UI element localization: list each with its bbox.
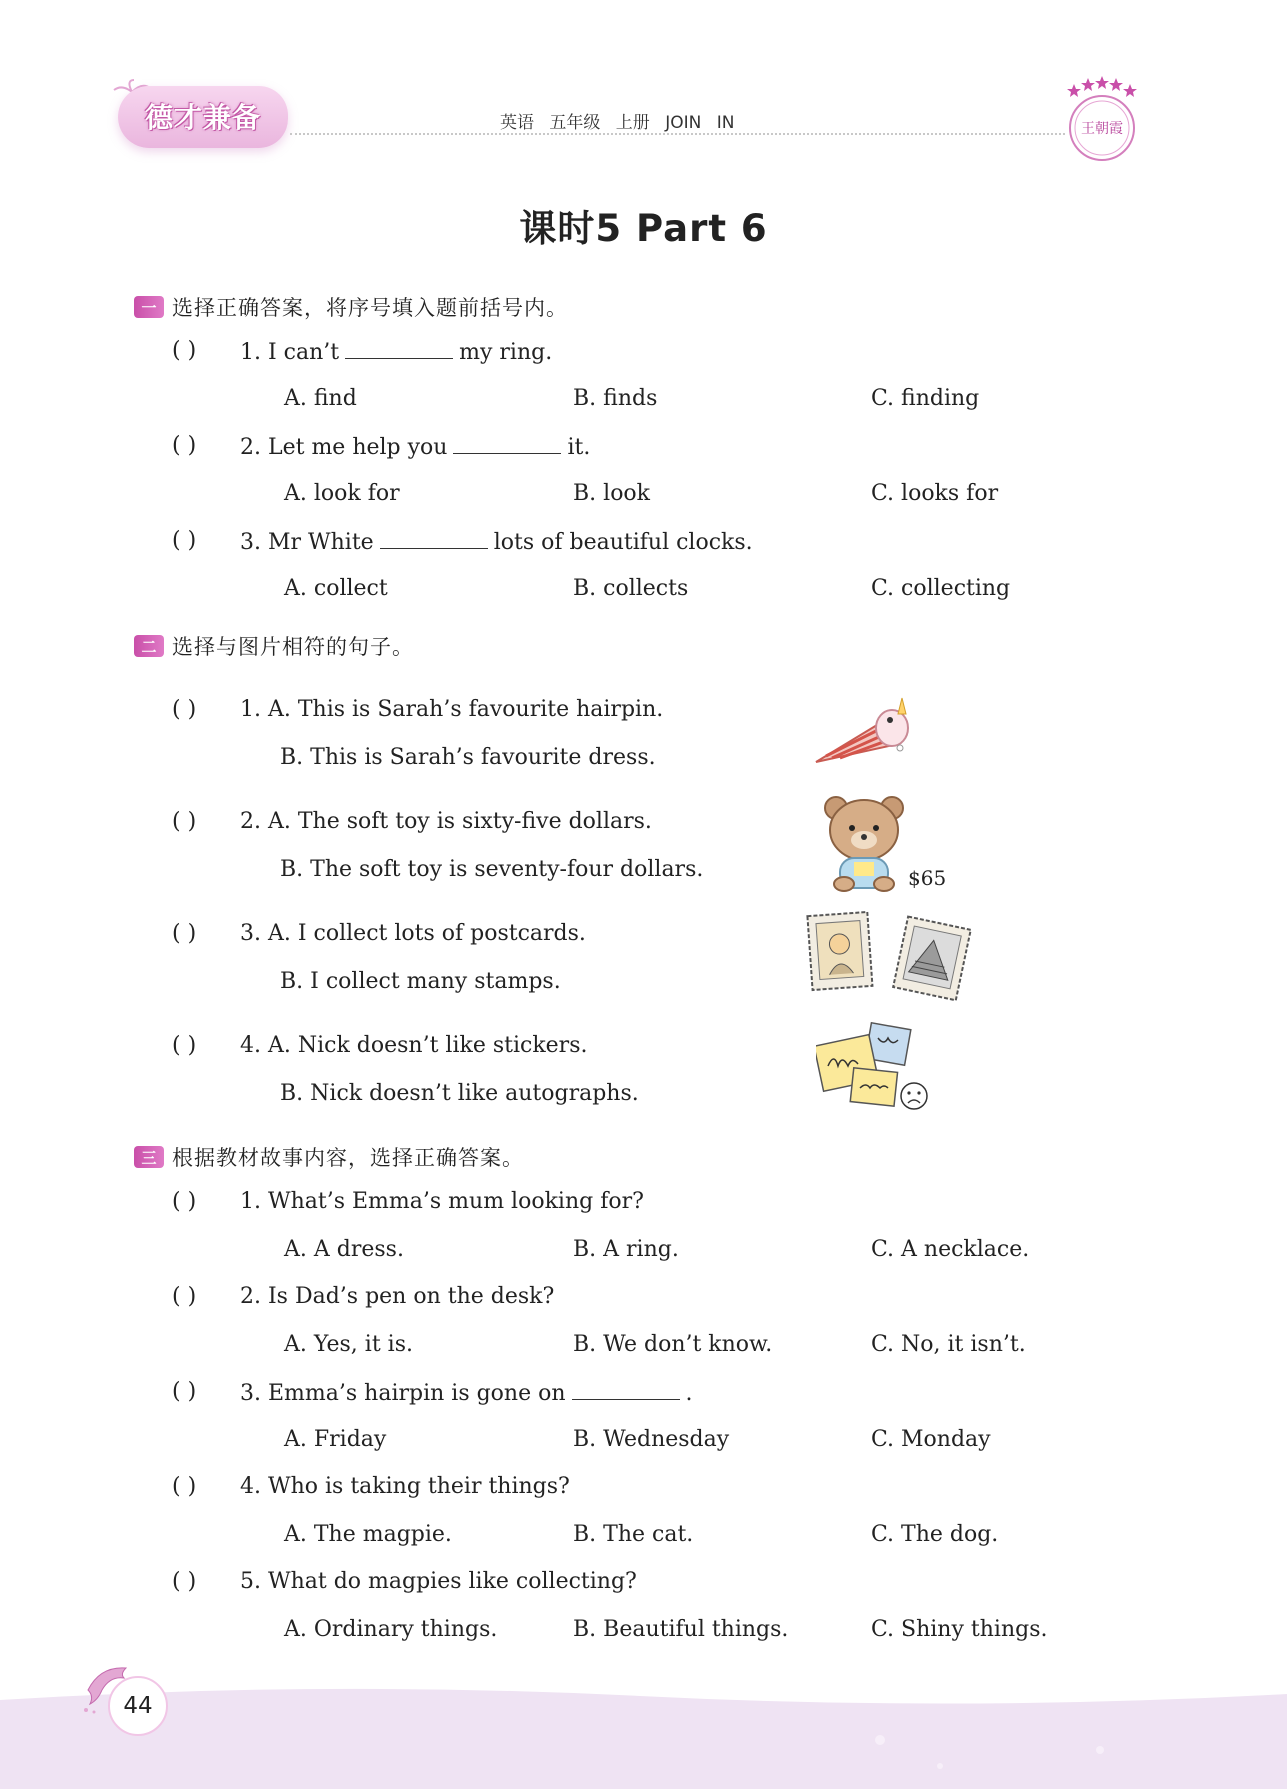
option-b: B. Wednesday: [573, 1427, 730, 1452]
answer-paren[interactable]: ( ): [172, 1284, 197, 1309]
question-text: [240, 1379, 693, 1406]
answer-paren[interactable]: ( ): [172, 1033, 197, 1058]
seal-text: 王朝霞: [1081, 121, 1123, 137]
footer-band: [0, 1680, 1287, 1789]
fill-blank[interactable]: [345, 338, 453, 359]
price-label: $65: [908, 866, 947, 890]
option-b: B. Beautiful things.: [573, 1617, 789, 1642]
question-tail: my ring.: [459, 340, 553, 365]
option-a-sentence: 4. A. Nick doesn’t like stickers.: [240, 1033, 588, 1058]
page-number: 44: [108, 1676, 168, 1736]
publisher-seal-icon: [1060, 76, 1144, 166]
option-c: C. collecting: [871, 576, 1011, 601]
answer-paren[interactable]: ( ): [172, 433, 197, 458]
page-title: 课时5 Part 6: [519, 207, 768, 250]
page-header: [0, 0, 1287, 160]
option-b-sentence: B. Nick doesn’t like autographs.: [280, 1081, 639, 1106]
answer-paren[interactable]: ( ): [172, 1379, 197, 1404]
answer-paren[interactable]: ( ): [172, 1189, 197, 1214]
fill-blank[interactable]: [380, 528, 488, 549]
option-c: C. finding: [871, 386, 980, 411]
section-3-badge: 三: [134, 1146, 164, 1168]
option-c: C. looks for: [871, 481, 999, 506]
question-text: 2. Is Dad’s pen on the desk?: [240, 1284, 555, 1309]
section-2-instruction: 选择与图片相符的句子。: [172, 635, 414, 659]
option-b-sentence: B. This is Sarah’s favourite dress.: [280, 745, 656, 770]
question-stem: 1. I can’t: [240, 340, 340, 365]
option-b: B. The cat.: [573, 1522, 694, 1547]
answer-paren[interactable]: ( ): [172, 1569, 197, 1594]
option-b: B. look: [573, 481, 651, 506]
option-b-sentence: B. The soft toy is seventy-four dollars.: [280, 857, 704, 882]
question-text: 4. Who is taking their things?: [240, 1474, 570, 1499]
option-c: C. Monday: [871, 1427, 991, 1452]
option-a: A. collect: [284, 576, 388, 601]
option-a: A. Friday: [284, 1427, 387, 1452]
autographs-picture: [816, 1022, 928, 1114]
answer-paren[interactable]: ( ): [172, 697, 197, 722]
option-a-sentence: 2. A. The soft toy is sixty-five dollars.: [240, 809, 652, 834]
option-a-sentence: 1. A. This is Sarah’s favourite hairpin.: [240, 697, 664, 722]
section-2-badge: 二: [134, 635, 164, 657]
question-text: [240, 528, 753, 555]
question-tail: lots of beautiful clocks.: [493, 530, 753, 555]
option-a: A. The magpie.: [284, 1522, 452, 1547]
brand-logo: [118, 86, 288, 148]
answer-paren[interactable]: ( ): [172, 338, 197, 363]
option-a: A. Ordinary things.: [284, 1617, 498, 1642]
question-text: 5. What do magpies like collecting?: [240, 1569, 637, 1594]
option-a-sentence: 3. A. I collect lots of postcards.: [240, 921, 586, 946]
option-c: C. A necklace.: [871, 1237, 1030, 1262]
option-b: B. collects: [573, 576, 689, 601]
question-tail: .: [685, 1381, 693, 1406]
section-1-badge: 一: [134, 296, 164, 318]
header-divider: [290, 133, 1065, 135]
answer-paren[interactable]: ( ): [172, 809, 197, 834]
answer-paren[interactable]: ( ): [172, 1474, 197, 1499]
teddy-bear-picture: [818, 792, 914, 892]
question-stem: 3. Mr White: [240, 530, 374, 555]
sad-face-icon: [901, 1083, 927, 1109]
book-info: 英语 五年级 上册 JOIN IN: [500, 113, 735, 133]
section-1-instruction: 选择正确答案，将序号填入题前括号内。: [172, 296, 568, 320]
option-a: A. look for: [284, 481, 400, 506]
question-text: [240, 338, 552, 365]
option-b: B. A ring.: [573, 1237, 679, 1262]
section-3-instruction: 根据教材故事内容，选择正确答案。: [172, 1146, 524, 1170]
question-stem: 2. Let me help you: [240, 435, 448, 460]
brand-text: 德才兼备: [144, 101, 261, 134]
question-text: 1. What’s Emma’s mum looking for?: [240, 1189, 644, 1214]
fill-blank[interactable]: [453, 433, 561, 454]
option-c: C. Shiny things.: [871, 1617, 1048, 1642]
section-2-heading: [134, 631, 414, 661]
question-tail: it.: [567, 435, 591, 460]
option-c: C. The dog.: [871, 1522, 999, 1547]
hairpin-picture: [812, 692, 916, 772]
option-a: A. A dress.: [284, 1237, 404, 1262]
fill-blank[interactable]: [572, 1379, 680, 1400]
question-text: [240, 433, 590, 460]
answer-paren[interactable]: ( ): [172, 528, 197, 553]
option-a: A. Yes, it is.: [284, 1332, 413, 1357]
option-a: A. find: [284, 386, 357, 411]
option-b: B. We don’t know.: [573, 1332, 773, 1357]
option-c: C. No, it isn’t.: [871, 1332, 1026, 1357]
option-b-sentence: B. I collect many stamps.: [280, 969, 561, 994]
stamps-picture: [806, 910, 972, 1002]
question-stem: 3. Emma’s hairpin is gone on: [240, 1381, 566, 1406]
section-1-heading: [134, 292, 568, 322]
section-3-heading: [134, 1142, 524, 1172]
option-b: B. finds: [573, 386, 658, 411]
answer-paren[interactable]: ( ): [172, 921, 197, 946]
